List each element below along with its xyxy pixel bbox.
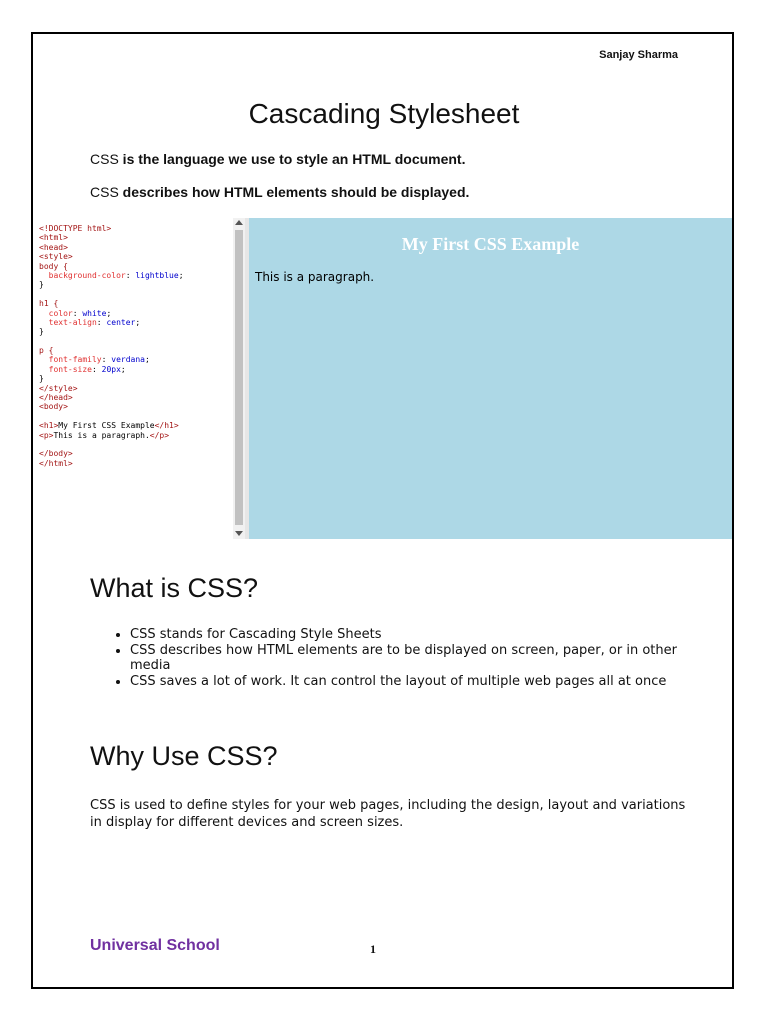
code-token: </p> (149, 430, 170, 440)
page-number: 1 (370, 942, 376, 956)
code-line (39, 374, 233, 383)
code-line (39, 233, 233, 242)
code-token: </html> (39, 458, 73, 468)
code-token: ; (178, 270, 184, 280)
code-line (39, 412, 233, 421)
code-line (39, 449, 233, 458)
intro-line-2 (90, 184, 469, 200)
code-token: font-size (39, 364, 92, 374)
code-token: body { (39, 261, 68, 271)
code-token: text-align (39, 317, 97, 327)
code-line (39, 365, 233, 374)
list-item: • CSS saves a lot of work. It can control the layout of multiple web pages all at once (130, 674, 710, 690)
code-token: </style> (39, 383, 78, 393)
code-token: </body> (39, 449, 73, 459)
code-token: h1 { (39, 299, 59, 309)
code-token: : (91, 364, 102, 374)
code-line (39, 262, 233, 271)
code-line (39, 280, 233, 289)
code-line (39, 346, 233, 355)
code-line (39, 224, 233, 233)
code-token: : (125, 270, 136, 280)
code-token: </h1> (154, 421, 179, 431)
code-line (39, 318, 233, 327)
code-line (39, 309, 233, 318)
code-token: </head> (39, 393, 73, 403)
result-heading: My First CSS Example (401, 234, 580, 254)
code-token: } (39, 327, 44, 337)
code-line (39, 355, 233, 364)
code-token: This is a paragraph. (53, 430, 150, 440)
code-line (39, 290, 233, 299)
code-token: <style> (39, 252, 73, 262)
code-token: white (82, 308, 107, 318)
school-name: Universal School (90, 937, 220, 954)
intro-text: is the language we use to style an HTML document. (118, 151, 466, 167)
code-line (39, 431, 233, 440)
why-use-css-heading: Why Use CSS? (90, 741, 278, 771)
code-line (39, 440, 233, 449)
code-line (39, 421, 233, 430)
code-token: My First CSS Example (58, 421, 155, 431)
code-line (39, 337, 233, 346)
what-is-css-list (110, 627, 710, 689)
result-paragraph: This is a paragraph. (255, 270, 375, 284)
scroll-down-arrow-icon[interactable] (235, 531, 243, 536)
code-token: lightblue (135, 270, 179, 280)
intro-keyword: CSS (90, 151, 119, 167)
code-token: <head> (39, 242, 68, 252)
result-preview-pane (249, 218, 732, 539)
what-is-css-heading: What is CSS? (90, 573, 259, 603)
code-token: 20px (101, 364, 121, 374)
code-token: center (106, 317, 136, 327)
code-token: <body> (39, 402, 68, 412)
code-token: <!DOCTYPE html> (39, 224, 112, 233)
code-token: ; (120, 364, 126, 374)
code-token: <h1> (39, 421, 59, 431)
code-token: background-color (39, 270, 126, 280)
code-token: : (72, 308, 83, 318)
intro-keyword: CSS (90, 184, 119, 200)
code-line (39, 271, 233, 280)
code-line (39, 252, 233, 261)
code-token: <p> (39, 430, 54, 440)
code-token: ; (106, 308, 112, 318)
list-item: • CSS stands for Cascading Style Sheets (130, 627, 710, 643)
code-line (39, 393, 233, 402)
author-name: Sanjay Sharma (599, 49, 678, 61)
code-token: } (39, 280, 44, 290)
scroll-up-arrow-icon[interactable] (235, 220, 243, 225)
document-title: Cascading Stylesheet (248, 98, 520, 129)
code-token: color (39, 308, 73, 318)
code-token: p { (39, 346, 54, 356)
code-token: : (96, 317, 107, 327)
code-line (39, 459, 233, 468)
code-token: ; (135, 317, 141, 327)
code-editor-pane[interactable] (36, 218, 233, 539)
why-use-css-text: CSS is used to define styles for your web pages, including the design, layout and variations in display for different devices and screen sizes. (90, 798, 686, 830)
code-token: <html> (39, 233, 68, 243)
code-line (39, 384, 233, 393)
code-token: : (101, 355, 112, 365)
code-token: font-family (39, 355, 102, 365)
code-token: verdana (111, 355, 145, 365)
code-token: ; (144, 355, 150, 365)
code-line (39, 402, 233, 411)
intro-line-1 (90, 151, 466, 167)
scroll-thumb[interactable] (235, 230, 243, 525)
intro-text: describes how HTML elements should be displayed. (118, 184, 470, 200)
code-line (39, 243, 233, 252)
code-line (39, 327, 233, 336)
code-scrollbar[interactable] (233, 218, 245, 539)
css-example-demo (36, 218, 732, 539)
list-item: • CSS describes how HTML elements are to be displayed on screen, paper, or in other media (130, 643, 710, 674)
code-line (39, 299, 233, 308)
code-token: } (39, 374, 44, 384)
